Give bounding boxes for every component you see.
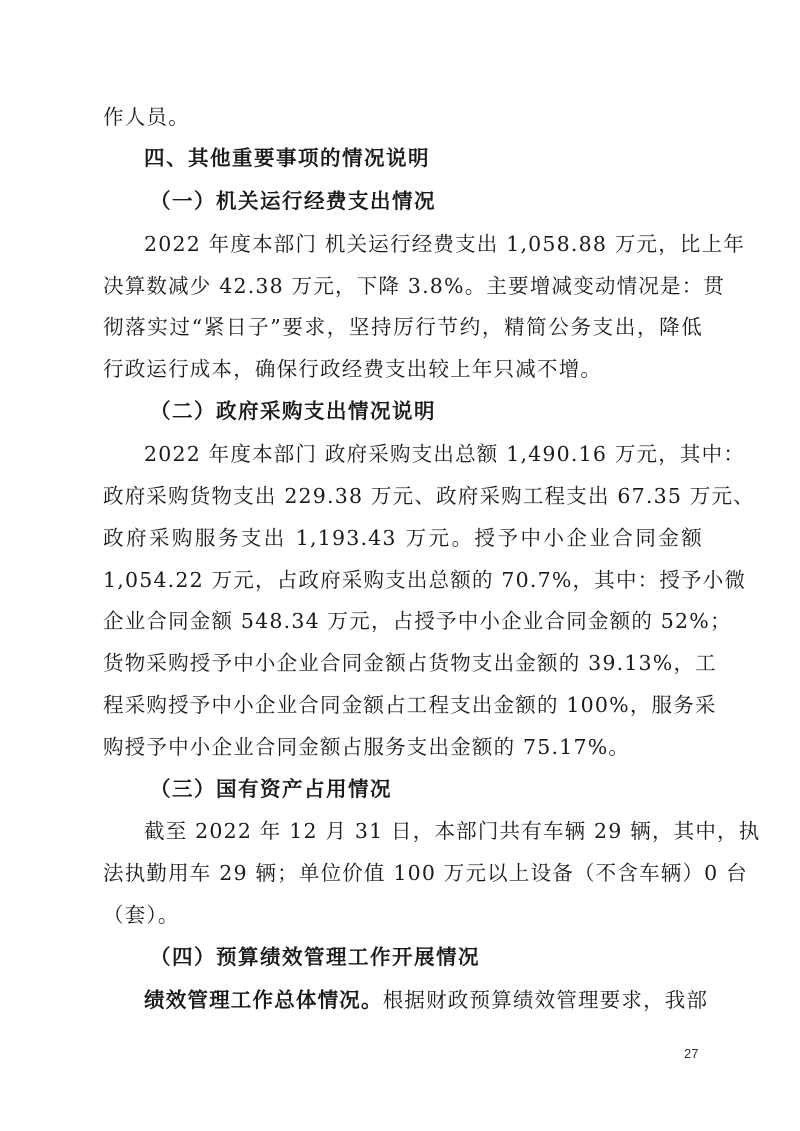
paragraph-text: 根据财政预算绩效管理要求，我部 <box>382 988 709 1012</box>
paragraph-line: 1,054.22 万元，占政府采购支出总额的 70.7%，其中：授予小微 <box>103 568 747 592</box>
subsection-heading-performance-management: （四）预算绩效管理工作开展情况 <box>150 945 480 969</box>
paragraph-line: （套）。 <box>103 903 180 927</box>
paragraph-line: 企业合同金额 548.34 万元，占授予中小企业合同金额的 52%； <box>103 609 732 633</box>
paragraph-line <box>144 986 709 1014</box>
subsection-heading-operating-expenses: （一）机关运行经费支出情况 <box>150 189 436 213</box>
paragraph-line: 政府采购服务支出 1,193.43 万元。授予中小企业合同金额 <box>103 526 703 550</box>
paragraph-line: 截至 2022 年 12 月 31 日，本部门共有车辆 29 辆，其中，执 <box>144 819 761 843</box>
paragraph-line: 购授予中小企业合同金额占服务支出金额的 75.17%。 <box>103 735 631 759</box>
subsection-heading-state-assets: （三）国有资产占用情况 <box>150 777 392 801</box>
paragraph-line: 货物采购授予中小企业合同金额占货物支出金额的 39.13%，工 <box>103 651 717 675</box>
paragraph-line: 政府采购货物支出 229.38 万元、政府采购工程支出 67.35 万元、 <box>103 484 755 508</box>
paragraph-line: 2022 年度本部门 政府采购支出总额 1,490.16 万元，其中： <box>144 442 746 466</box>
page-number: 27 <box>684 1046 699 1061</box>
section-heading: 四、其他重要事项的情况说明 <box>144 146 430 170</box>
paragraph-line: 法执勤用车 29 辆；单位价值 100 万元以上设备（不含车辆）0 台 <box>103 861 748 885</box>
subsection-heading-procurement: （二）政府采购支出情况说明 <box>150 399 436 423</box>
paragraph-line: 决算数减少 42.38 万元，下降 3.8%。主要增减变动情况是：贯 <box>103 274 726 298</box>
paragraph-continuation: 作人员。 <box>103 105 190 129</box>
paragraph-line: 2022 年度本部门 机关运行经费支出 1,058.88 万元，比上年 <box>144 232 746 256</box>
paragraph-line: 行政运行成本，确保行政经费支出较上年只减不增。 <box>103 357 603 381</box>
paragraph-line: 程采购授予中小企业合同金额占工程支出金额的 100%，服务采 <box>103 693 717 717</box>
paragraph-line: 彻落实过“紧日子”要求，坚持厉行节约，精简公务支出，降低 <box>103 315 703 339</box>
paragraph-lead-bold: 绩效管理工作总体情况。 <box>144 988 383 1012</box>
